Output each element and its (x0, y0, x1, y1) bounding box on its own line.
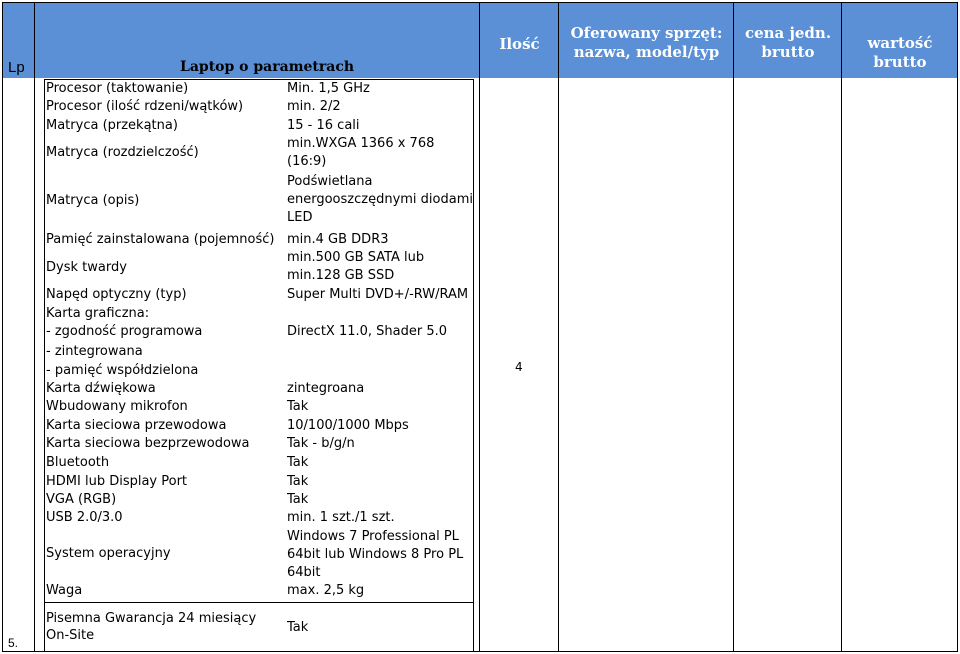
spec-label: Karta graficzna: (46, 306, 150, 321)
spec-value: LED (287, 210, 313, 225)
spec-label: Dysk twardy (46, 260, 127, 275)
spec-label: Karta sieciowa bezprzewodowa (46, 436, 250, 451)
spec-value: DirectX 11.0, Shader 5.0 (287, 324, 448, 339)
column-oferowany (559, 2, 734, 652)
spec-value: Podświetlana (287, 174, 373, 189)
spec-label: HDMI lub Display Port (46, 474, 188, 489)
spec-value: energooszczędnymi diodami (287, 192, 473, 207)
spec-value: min.WXGA 1366 x 768 (287, 136, 435, 151)
spec-value: (16:9) (287, 154, 327, 169)
spec-label: On-Site (46, 628, 95, 643)
spec-label: Matryca (przekątna) (46, 118, 178, 133)
spec-value: min. 1 szt./1 szt. (287, 510, 395, 525)
header-cena: cena jedn. brutto (744, 24, 832, 61)
spec-label: VGA (RGB) (46, 492, 117, 507)
spec-value: Min. 1,5 GHz (287, 81, 370, 96)
spec-value: Tak (287, 620, 309, 635)
header-laptop: Laptop o parametrach (180, 59, 355, 75)
spec-divider (44, 602, 474, 603)
header-lp: Lp (8, 59, 25, 76)
spec-label: Procesor (ilość rdzeni/wątków) (46, 99, 244, 114)
spec-label: Bluetooth (46, 455, 110, 470)
column-lp (2, 2, 35, 652)
spec-label: - zgodność programowa (46, 324, 203, 339)
spec-value: Tak (287, 492, 309, 507)
spec-label: Wbudowany mikrofon (46, 399, 188, 414)
spec-label: Napęd optyczny (typ) (46, 287, 187, 302)
spec-value: Windows 7 Professional PL (287, 529, 459, 544)
spec-label: Pisemna Gwarancja 24 miesiący (46, 611, 257, 626)
row-number: 5. (8, 636, 19, 650)
spec-table (2, 2, 958, 652)
header-oferowany: Oferowany sprzęt: nazwa, model/typ (570, 24, 723, 61)
spec-value: max. 2,5 kg (287, 583, 365, 598)
column-ilosc (480, 2, 559, 652)
spec-label: - pamięć współdzielona (46, 363, 199, 378)
spec-value: 15 - 16 cali (287, 118, 360, 133)
spec-value: Tak (287, 474, 309, 489)
spec-label: Waga (46, 583, 83, 598)
column-cena (734, 2, 842, 652)
spec-label: Pamięć zainstalowana (pojemność) (46, 232, 275, 247)
spec-value: min.500 GB SATA lub (287, 250, 425, 265)
header-wartosc: wartość brutto (867, 34, 933, 71)
spec-label: Matryca (opis) (46, 193, 140, 208)
spec-label: Karta dźwiękowa (46, 381, 156, 396)
spec-value: 64bit lub Windows 8 Pro PL (287, 547, 464, 562)
spec-value: Tak (287, 399, 309, 414)
spec-label: USB 2.0/3.0 (46, 510, 123, 525)
spec-value: min.4 GB DDR3 (287, 232, 389, 247)
spec-label: Procesor (taktowanie) (46, 81, 189, 96)
spec-value: min. 2/2 (287, 99, 341, 114)
spec-value: zintegroana (287, 381, 365, 396)
spec-value: Super Multi DVD+/-RW/RAM (287, 287, 469, 302)
header-ilosc: Ilość (499, 35, 540, 53)
spec-label: - zintegrowana (46, 344, 143, 359)
column-wartosc (842, 2, 958, 652)
spec-value: Tak - b/g/n (287, 436, 355, 451)
spec-label: Matryca (rozdzielczość) (46, 145, 199, 160)
spec-label: Karta sieciowa przewodowa (46, 418, 227, 433)
spec-label: System operacyjny (46, 546, 171, 561)
spec-value: 64bit (287, 565, 321, 580)
spec-value: Tak (287, 455, 309, 470)
spec-value: min.128 GB SSD (287, 268, 395, 283)
spec-value: 10/100/1000 Mbps (287, 418, 409, 433)
quantity-value: 4 (515, 360, 523, 374)
